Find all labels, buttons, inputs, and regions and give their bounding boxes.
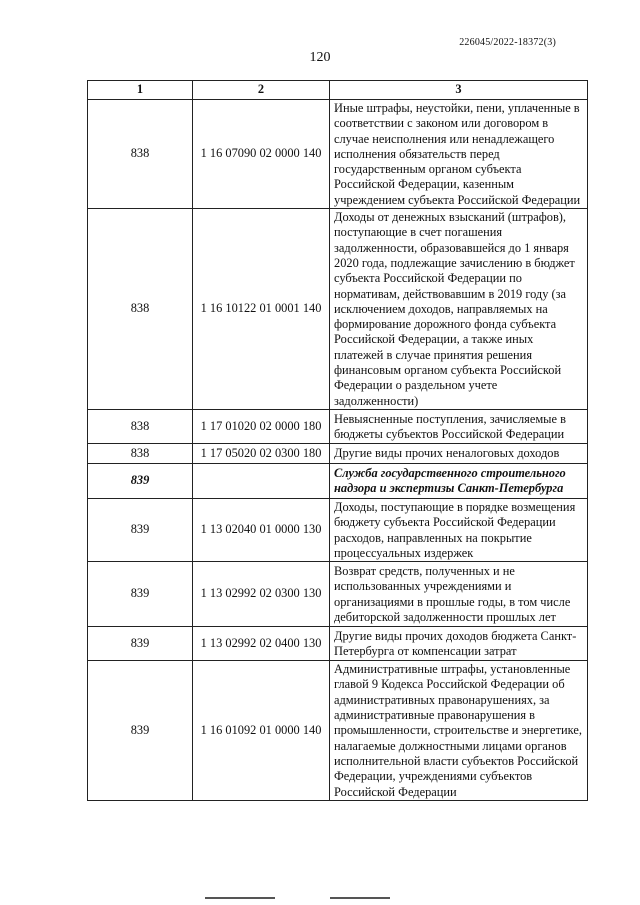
description-cell: Иные штрафы, неустойки, пени, уплаченные в соответствии с законом или договором в случае неисполнения или ненадлежащего исполнения обязательств перед государственным органом субъекта Российской Федерации, казенным учреждением субъекта Российской Федерации xyxy=(330,100,588,209)
table-row xyxy=(88,562,588,627)
budget-code-cell: 1 13 02992 02 0400 130 xyxy=(193,627,330,661)
admin-code-cell: 838 xyxy=(88,443,193,463)
description-cell: Служба государственного строительного надзора и экспертизы Санкт-Петербурга xyxy=(330,463,588,498)
table-row xyxy=(88,661,588,801)
table-row xyxy=(88,627,588,661)
table-row xyxy=(88,100,588,209)
table-row xyxy=(88,498,588,561)
description-cell: Административные штрафы, установленные главой 9 Кодекса Российской Федерации об административных правонарушениях, за административные правонарушения в промышленности, строительстве и энергетике, налагаемые должностными лицами органов исполнительной власти субъектов Российской Федерации, учреждениями субъектов Российской Федерации xyxy=(330,661,588,801)
admin-code-cell: 839 xyxy=(88,498,193,561)
document-number: 226045/2022-18372(3) xyxy=(459,37,556,48)
budget-code-cell: 1 17 05020 02 0300 180 xyxy=(193,443,330,463)
budget-code-cell: 1 16 07090 02 0000 140 xyxy=(193,100,330,209)
table-row xyxy=(88,209,588,410)
table-header-row xyxy=(88,81,588,100)
admin-code-cell: 838 xyxy=(88,409,193,443)
table-row xyxy=(88,443,588,463)
description-cell: Другие виды прочих доходов бюджета Санкт-Петербурга от компенсации затрат xyxy=(330,627,588,661)
footer-mark xyxy=(205,897,275,899)
page-number: 120 xyxy=(309,50,331,65)
table-body xyxy=(88,100,588,801)
description-cell: Доходы, поступающие в порядке возмещения бюджету субъекта Российской Федерации расходов, направленных на покрытие процессуальных издержек xyxy=(330,498,588,561)
description-cell: Доходы от денежных взысканий (штрафов), поступающие в счет погашения задолженности, образовавшейся до 1 января 2020 года, подлежащие зачислению в бюджет субъекта Российской Федерации по нормативам, действовавшим в 2019 году (за исключением доходов, направляемых на формирование дорожного фонда субъекта Российской Федерации, а также иных платежей в случае принятия решения финансовым органом субъекта Российской Федерации о раздельном учете задолженности) xyxy=(330,209,588,410)
footer-mark xyxy=(330,897,390,899)
column-header-3: 3 xyxy=(330,81,588,100)
budget-code-cell: 1 13 02040 01 0000 130 xyxy=(193,498,330,561)
budget-code-cell: 1 16 01092 01 0000 140 xyxy=(193,661,330,801)
admin-code-cell: 838 xyxy=(88,209,193,410)
budget-code-cell: 1 17 01020 02 0000 180 xyxy=(193,409,330,443)
description-cell: Возврат средств, полученных и не использованных учреждениями и организациями в прошлые годы, в том числе дебиторской задолженности прошлых лет xyxy=(330,562,588,627)
budget-code-cell xyxy=(193,463,330,498)
admin-code-cell: 839 xyxy=(88,661,193,801)
budget-code-cell: 1 13 02992 02 0300 130 xyxy=(193,562,330,627)
budget-code-cell: 1 16 10122 01 0001 140 xyxy=(193,209,330,410)
description-cell: Другие виды прочих неналоговых доходов xyxy=(330,443,588,463)
admin-code-cell: 839 xyxy=(88,627,193,661)
table-row xyxy=(88,463,588,498)
admin-code-cell: 839 xyxy=(88,463,193,498)
admin-code-cell: 839 xyxy=(88,562,193,627)
column-header-1: 1 xyxy=(88,81,193,100)
table-row xyxy=(88,409,588,443)
revenue-codes-table xyxy=(87,80,588,801)
description-cell: Невыясненные поступления, зачисляемые в бюджеты субъектов Российской Федерации xyxy=(330,409,588,443)
admin-code-cell: 838 xyxy=(88,100,193,209)
column-header-2: 2 xyxy=(193,81,330,100)
